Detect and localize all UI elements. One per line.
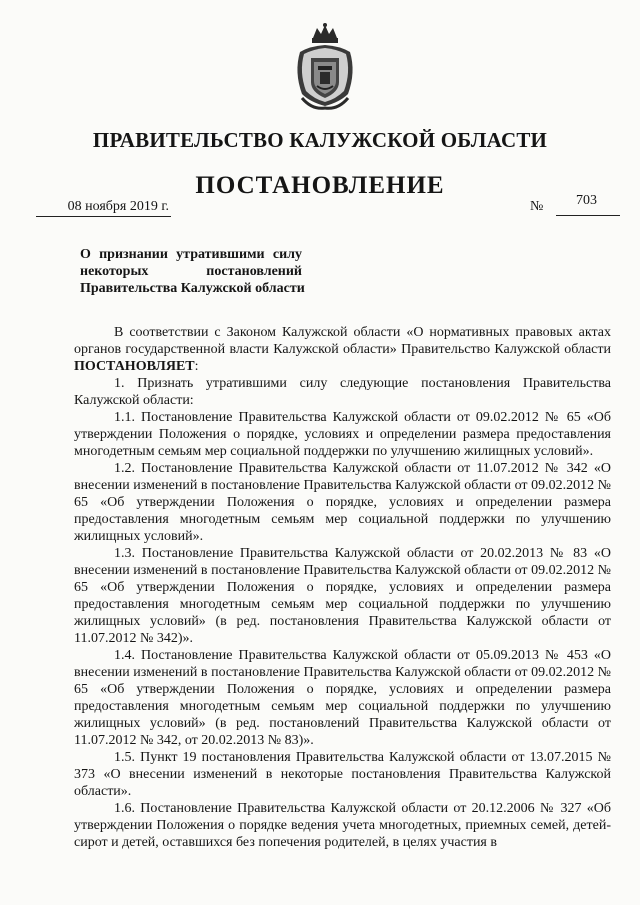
item-paragraph: 1.2. Постановление Правительства Калужской области от 11.07.2012 № 342 «О внесении изменений в постановление Правительства Калужской области от 09.02.2012 № 65 «Об утверждении Положения о порядке, условиях и определении размера предоставления многодетным семьям мер социальной поддержки по улучшению жилищных условий». bbox=[74, 461, 611, 544]
resolve-punct: : bbox=[194, 359, 199, 374]
title-line: О признании утратившими силу bbox=[80, 247, 302, 262]
item-paragraph: 1.3. Постановление Правительства Калужской области от 20.02.2013 № 83 «О внесении изменений в постановление Правительства Калужской области от 09.02.2012 № 65 «Об утверждении Положения о порядке, условиях и определении размера предоставления многодетным семьям мер социальной поддержки по улучшению жилищных условий» (в ред. постановления Правительства Калужской области от 11.07.2012 № 342)». bbox=[74, 546, 611, 646]
coat-of-arms-icon bbox=[290, 22, 360, 112]
preamble-text: В соответствии с Законом Калужской области «О нормативных правовых актах органов государственной власти Калужской области» Правительство Калужской области bbox=[74, 325, 611, 357]
document-body bbox=[74, 324, 611, 851]
preamble-paragraph bbox=[74, 324, 611, 375]
item-paragraph: 1.4. Постановление Правительства Калужской области от 05.09.2013 № 453 «О внесении изменений в постановление Правительства Калужской области от 09.02.2012 № 65 «Об утверждении Положения о порядке, условиях и определении размера предоставления многодетным семьям мер социальной поддержки по улучшению жилищных условий» (в ред. постановлений Правительства Калужской области от 11.07.2012 № 342, от 20.02.2013 № 83)». bbox=[74, 648, 611, 748]
title-line: Правительства Калужской области bbox=[80, 281, 305, 296]
item-paragraph: 1.1. Постановление Правительства Калужской области от 09.02.2012 № 65 «Об утверждении Положения о порядке, условиях и определении размера предоставления многодетным семьям мер социальной поддержки по улучшению жилищных условий». bbox=[74, 410, 611, 459]
document-date: 08 ноября 2019 г. bbox=[67, 199, 169, 214]
document-title bbox=[80, 246, 305, 297]
item-paragraph: 1. Признать утратившими силу следующие постановления Правительства Калужской области: bbox=[74, 376, 611, 408]
document-number-line bbox=[556, 193, 620, 216]
resolve-word: ПОСТАНОВЛЯЕТ bbox=[74, 359, 195, 374]
document-number: 703 bbox=[576, 193, 597, 208]
authority-name: ПРАВИТЕЛЬСТВО КАЛУЖСКОЙ ОБЛАСТИ bbox=[92, 128, 548, 152]
item-paragraph: 1.6. Постановление Правительства Калужской области от 20.12.2006 № 327 «Об утверждении Положения о порядке ведения учета многодетных, приемных семей, детей-сирот и детей, оставшихся без попечения родителей, в целях участия в bbox=[74, 801, 611, 850]
document-date-field bbox=[36, 198, 171, 217]
item-paragraph: 1.5. Пункт 19 постановления Правительства Калужской области от 13.07.2015 № 373 «О внесении изменений в некоторые постановления Правительства Калужской области». bbox=[74, 750, 611, 799]
number-sign: № bbox=[530, 199, 544, 214]
title-line: некоторых постановлений bbox=[80, 264, 302, 279]
document-type: ПОСТАНОВЛЕНИЕ bbox=[195, 172, 445, 199]
document-number-field bbox=[530, 193, 620, 216]
